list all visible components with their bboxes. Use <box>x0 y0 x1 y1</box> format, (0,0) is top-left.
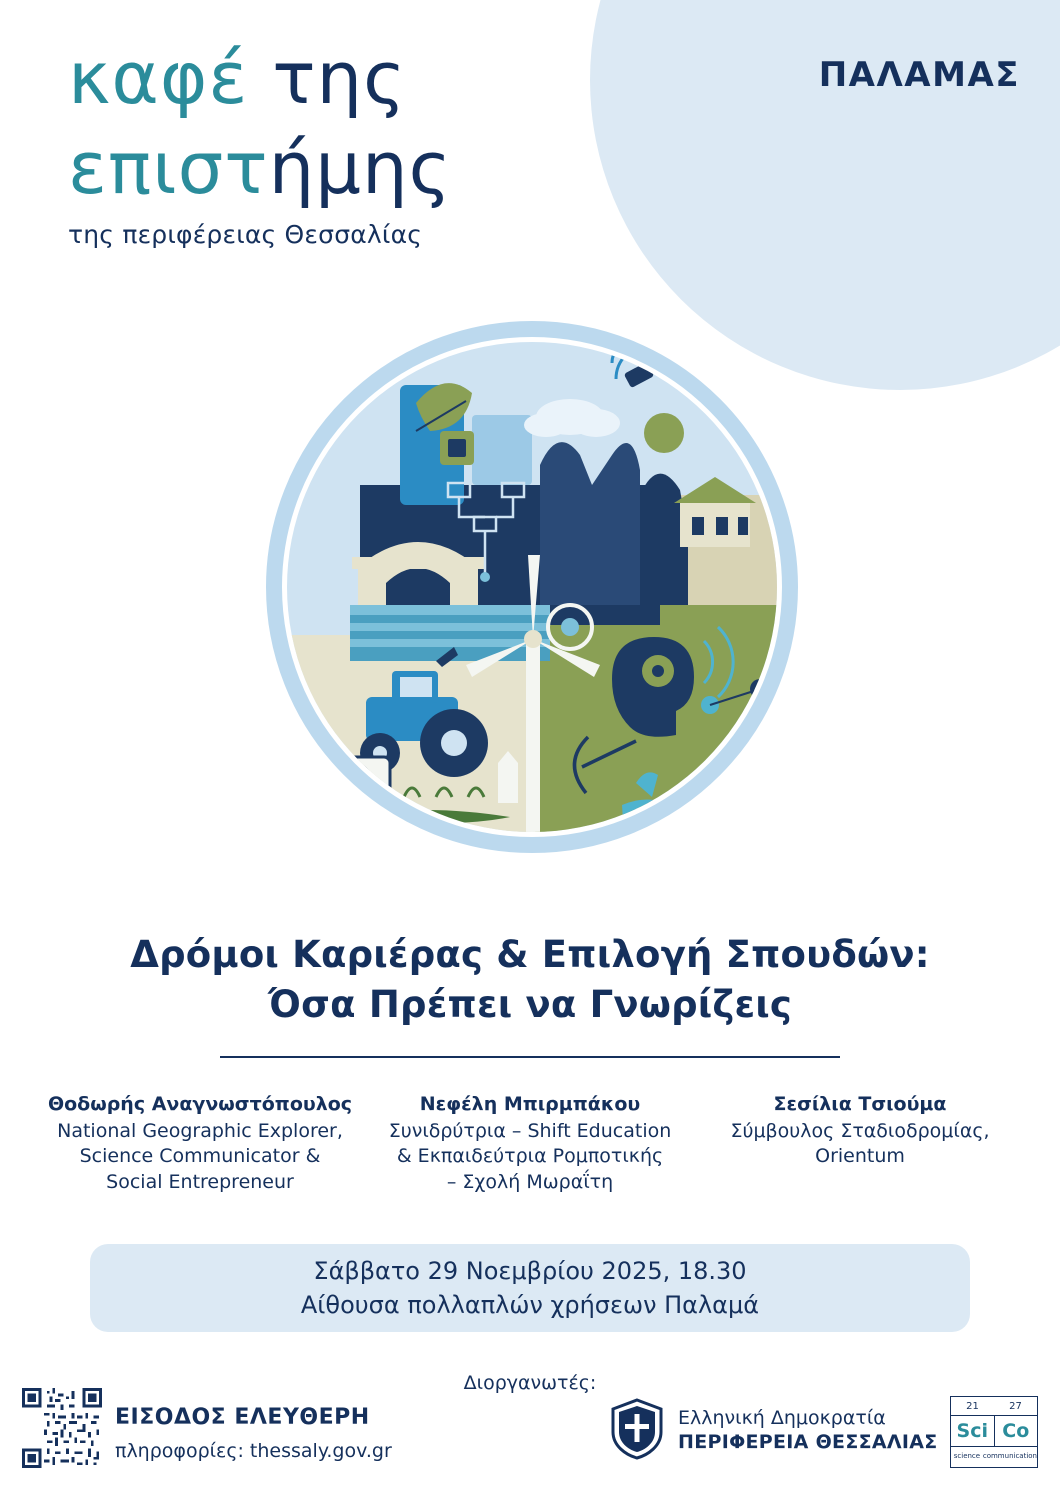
brand-subtitle: της περιφέρειας Θεσσαλίας <box>68 220 423 249</box>
speaker-name: Νεφέλη Μπιρμπάκου <box>419 1093 641 1115</box>
scico-years <box>951 1397 1037 1415</box>
gov-line-1: Ελληνική Δημοκρατία <box>678 1407 886 1430</box>
event-title <box>0 930 1060 1058</box>
speaker-role-line: – Σχολή Μωραΐτη <box>446 1170 614 1193</box>
speaker-role-line: & Εκπαιδεύτρια Ρομποτικής <box>396 1145 664 1168</box>
speaker-role-line: Σύμβουλος Σταδιοδρομίας, <box>730 1119 990 1142</box>
scico-caption-right: communication <box>982 1452 1037 1460</box>
gov-logo-text <box>678 1407 938 1455</box>
scico-sci: Sci <box>951 1416 995 1446</box>
scico-caption-left: science <box>953 1452 981 1460</box>
brand-logo <box>68 36 452 249</box>
speaker-role-line: Orientum <box>815 1145 905 1168</box>
scico-co: Co <box>1002 1420 1030 1442</box>
info-url[interactable]: πληροφορίες: thessaly.gov.gr <box>115 1440 392 1462</box>
thessaly-science-illustration <box>240 305 825 875</box>
speaker-card <box>40 1092 360 1196</box>
speakers-list <box>40 1092 1020 1196</box>
event-datetime-venue <box>90 1244 970 1332</box>
scico-year-left: 21 <box>966 1400 979 1412</box>
scico-logo <box>950 1396 1038 1468</box>
logo-word-tis: της <box>272 36 407 120</box>
logo-line-2 <box>68 126 452 210</box>
speaker-name: Θοδωρής Αναγνωστόπουλος <box>47 1093 353 1115</box>
speaker-card <box>700 1092 1020 1196</box>
title-line-2: Όσα Πρέπει να Γνωρίζεις <box>267 982 793 1026</box>
scico-captions <box>951 1447 1037 1465</box>
scico-year-right: 27 <box>1009 1400 1022 1412</box>
logo-word-imis: ήμης <box>268 126 452 210</box>
logo-line-1 <box>68 36 452 120</box>
speaker-role-line: Συνιδρύτρια – Shift Education <box>388 1119 672 1142</box>
free-entry-label: ΕΙΣΟΔΟΣ ΕΛΕΥΘΕΡΗ <box>115 1405 370 1430</box>
entry-info-block <box>115 1405 392 1462</box>
speaker-card <box>370 1092 690 1196</box>
logo-word-epist: επιστ <box>68 126 269 210</box>
speaker-role-line: Social Entrepreneur <box>106 1170 294 1193</box>
scico-name <box>951 1415 1037 1447</box>
event-venue: Αίθουσα πολλαπλών χρήσεων Παλαμά <box>300 1291 760 1319</box>
qr-code[interactable] <box>22 1388 102 1468</box>
title-line-1: Δρόμοι Καριέρας & Επιλογή Σπουδών: <box>130 933 930 976</box>
gov-line-2: ΠΕΡΙΦΕΡΕΙΑ ΘΕΣΣΑΛΙΑΣ <box>678 1431 938 1453</box>
logo-word-kafe: καφέ <box>68 36 249 120</box>
speaker-name: Σεσίλια Τσιούμα <box>773 1093 947 1115</box>
greek-coat-of-arms-icon <box>610 1398 664 1464</box>
region-of-thessaly-logo <box>610 1398 938 1464</box>
organizers-label: Διοργανωτές: <box>463 1372 597 1394</box>
speaker-role-line: Science Communicator & <box>79 1145 321 1168</box>
title-divider <box>220 1056 840 1058</box>
speaker-role-line: National Geographic Explorer, <box>57 1119 343 1142</box>
city-label: ΠΑΛΑΜΑΣ <box>818 55 1020 95</box>
event-date: Σάββατο 29 Νοεμβρίου 2025, 18.30 <box>313 1256 747 1285</box>
